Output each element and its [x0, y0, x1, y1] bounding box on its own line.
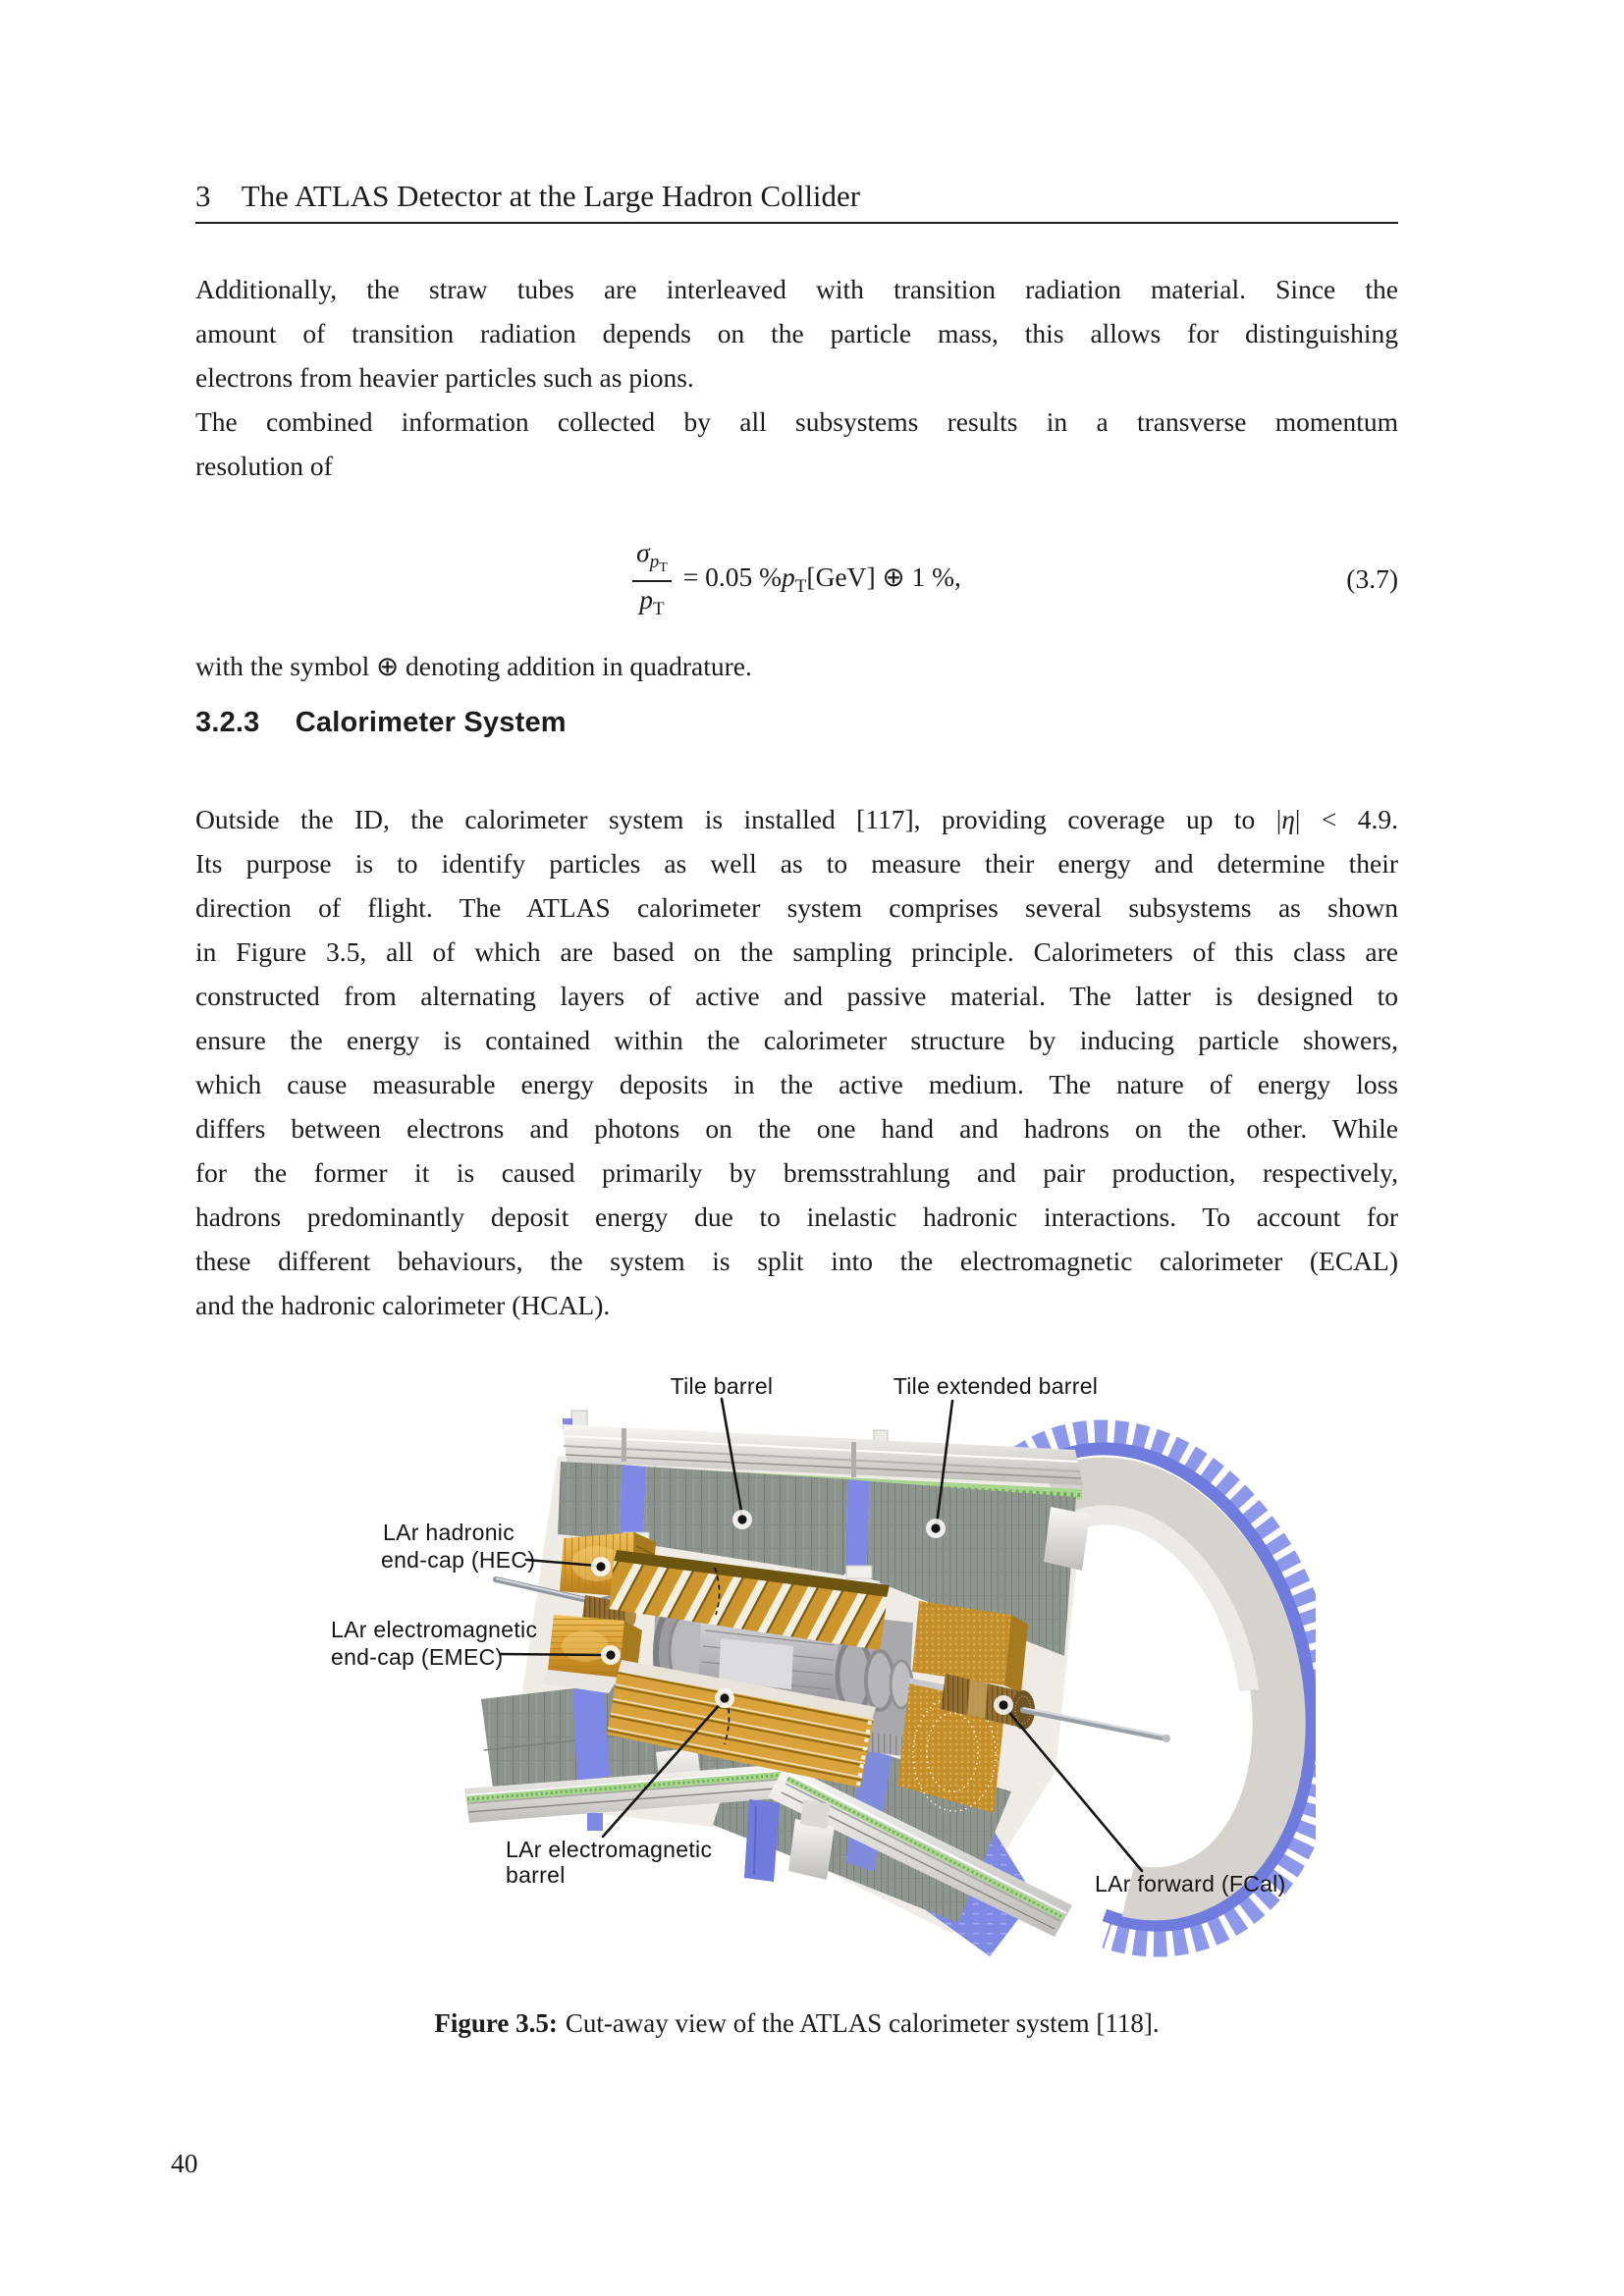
leader-dot — [999, 1700, 1007, 1709]
equation-fraction — [632, 539, 672, 619]
chapter-title: The ATLAS Detector at the Large Hadron Collider — [241, 179, 861, 213]
body-line: these different behaviours, the system is split into the electromagnetic calorimeter (ECAL) — [195, 1246, 1398, 1276]
label-em-barrel-line1: LAr electromagnetic — [506, 1837, 713, 1862]
header-rule — [195, 222, 1398, 224]
label-emec-line2: end-cap (EMEC) — [331, 1644, 504, 1670]
body-line: ensure the energy is contained within the calorimeter structure by inducing particle showers, — [195, 1025, 1398, 1055]
leader-dot — [931, 1523, 940, 1532]
label-hec-line2: end-cap (HEC) — [381, 1547, 536, 1573]
body-line: in Figure 3.5, all of which are based on the sampling principle. Calorimeters of this class are — [195, 936, 1398, 967]
page-number: 40 — [171, 2148, 198, 2178]
label-emec-line1: LAr electromagnetic — [331, 1617, 538, 1642]
section-heading — [195, 707, 567, 739]
leader-dot — [737, 1515, 746, 1523]
display-equation — [195, 530, 1398, 628]
chapter-number: 3 — [195, 179, 211, 213]
caption-text: Cut-away view of the ATLAS calorimeter system [118]. — [565, 2008, 1160, 2038]
fraction-numerator: $\sigma_{pT}$ — [636, 537, 668, 576]
body-line: Additionally, the straw tubes are interleaved with transition radiation material. Since the — [195, 274, 1398, 304]
paragraph-2 — [195, 797, 1398, 1327]
body-line: and the hadronic calorimeter (HCAL). — [195, 1290, 611, 1320]
label-tile-extended-barrel: Tile extended barrel — [893, 1373, 1099, 1399]
leader-emec — [501, 1654, 607, 1655]
calorimeter-render — [324, 1360, 1316, 1988]
body-line: for the former it is caused primarily by bremsstrahlung and pair production, respectively, — [195, 1157, 1398, 1188]
equation-body — [195, 530, 1398, 628]
body-line: The combined information collected by all subsystems results in a transverse momentum — [195, 406, 1398, 437]
label-tile-barrel: Tile barrel — [670, 1373, 774, 1399]
section-title: Calorimeter System — [295, 707, 567, 738]
caption-label: Figure 3.5: — [434, 2008, 558, 2038]
body-line: amount of transition radiation depends on the particle mass, this allows for distinguishing — [195, 318, 1398, 348]
paragraph-1 — [195, 267, 1398, 488]
label-fcal: LAr forward (FCal) — [1095, 1871, 1286, 1896]
label-hec-line1: LAr hadronic — [383, 1520, 515, 1545]
body-line: Its purpose is to identify particles as well as to measure their energy and determine their — [195, 848, 1398, 879]
running-header — [195, 179, 1398, 214]
equation-rhs: = 0.05 $\%p_T[GeV]$ ⊕ 1 %, — [682, 561, 961, 597]
end-disc-silver-band — [1056, 1484, 1279, 1895]
body-line: which cause measurable energy deposits in the active medium. The nature of energy loss — [195, 1069, 1398, 1099]
body-line: resolution of — [195, 451, 333, 481]
leader-dot — [596, 1562, 605, 1571]
after-equation-line: with the symbol ⊕ denoting addition in quadrature. — [195, 651, 752, 681]
figure-3-5 — [324, 1360, 1316, 1988]
body-line: constructed from alternating layers of active and passive material. The latter is designed to — [195, 981, 1398, 1011]
label-em-barrel-line2: barrel — [506, 1862, 566, 1888]
section-number: 3.2.3 — [195, 707, 260, 738]
leader-dot — [720, 1693, 729, 1702]
body-line: electrons from heavier particles such as pions. — [195, 362, 694, 393]
fraction-bar — [632, 580, 672, 582]
body-line: Outside the ID, the calorimeter system is installed [117], providing coverage up to |η| < 4.9. — [195, 804, 1399, 834]
body-line: direction of flight. The ATLAS calorimeter system comprises several subsystems as shown — [195, 892, 1398, 923]
leader-dot — [606, 1650, 615, 1659]
equation-number: (3.7) — [1346, 563, 1398, 594]
body-line: hadrons predominantly deposit energy due to inelastic hadronic interactions. To account for — [195, 1201, 1398, 1232]
body-line: differs between electrons and photons on the one hand and hadrons on the other. While — [195, 1113, 1398, 1144]
figure-caption — [195, 2008, 1398, 2039]
fraction-denominator: $p_T$ — [639, 583, 665, 619]
